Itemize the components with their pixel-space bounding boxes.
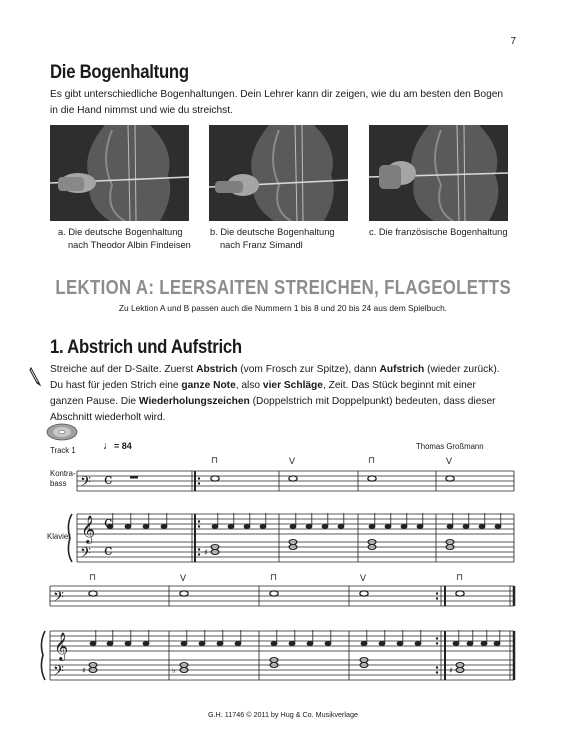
track-label: Track 1	[50, 446, 76, 455]
tempo-value: = 84	[114, 441, 132, 451]
brace-system1	[68, 514, 72, 562]
bow-up-icon: V	[289, 456, 296, 466]
text-l1e: (wieder zurück).	[424, 364, 500, 375]
instrument1-line2: bass	[50, 479, 67, 488]
bow-up-icon: V	[446, 456, 453, 466]
bow-down-icon: ⊓	[211, 455, 219, 465]
svg-text:♯: ♯	[204, 548, 208, 557]
text-l2a: Du hast für jeden Strich eine	[50, 380, 182, 391]
text-l4: Abschnitt wiederholt wird.	[50, 412, 166, 423]
treble-clef-icon: 𝄞	[54, 632, 69, 660]
caption-b-line2: nach Franz Simandl	[220, 240, 303, 250]
svg-text:♯: ♯	[82, 666, 86, 675]
bow-down-icon: ⊓	[456, 572, 464, 582]
text-ganze-note: ganze Note	[181, 380, 236, 391]
bass-clef-icon: 𝄢	[80, 474, 91, 494]
bow-down-icon: ⊓	[270, 572, 278, 582]
caption-a-line2: nach Theodor Albin Findeisen	[68, 240, 191, 250]
text-aufstrich: Aufstrich	[379, 364, 425, 375]
caption-c-line1: c. Die französische Bogenhaltung	[369, 227, 508, 237]
svg-text:♯: ♯	[449, 666, 453, 675]
text-l1a: Streiche auf der D-Saite. Zuerst	[50, 364, 197, 375]
bass-clef-icon: 𝄢	[53, 589, 64, 609]
bow-down-icon: ⊓	[89, 572, 97, 582]
page-number: 7	[510, 36, 516, 47]
instrument-klavier: Klavier	[47, 532, 71, 541]
text-wiederholungszeichen: Wiederholungszeichen	[138, 396, 250, 407]
footer-copyright: G.H. 11746 © 2011 by Hug & Co. Musikverlage	[207, 710, 359, 719]
text-l3c: (Doppelstrich mit Doppelpunkt) bedeuten, dass dieser	[249, 396, 496, 407]
brace-system2	[41, 631, 45, 680]
composer: Thomas Großmann	[416, 442, 484, 451]
instrument1-line1: Kontra-	[50, 469, 76, 478]
treble-clef-icon: 𝄞	[81, 515, 96, 543]
bass-clef-icon: 𝄢	[80, 545, 91, 565]
time-signature: c	[104, 470, 113, 488]
text-l2c: , also	[235, 380, 263, 391]
text-l3: ganzen Pause. Die	[50, 396, 139, 407]
bow-down-icon: ⊓	[368, 455, 376, 465]
caption-a-line1: a. Die deutsche Bogenhaltung	[58, 227, 183, 237]
section-title-abstrich: 1. Abstrich und Aufstrich	[50, 337, 242, 358]
text-abstrich: Abstrich	[196, 364, 238, 375]
treble-quarters-m1	[107, 513, 167, 529]
text-vier-schlaege: vier Schläge	[262, 380, 323, 391]
text-l2e: , Zeit. Das Stück beginnt mit einer	[322, 380, 476, 391]
bass-clef-icon: 𝄢	[53, 663, 64, 683]
lektion-title: LEKTION A: LEERSAITEN STREICHEN, FLAGEOLETTS	[55, 277, 511, 299]
caption-b-line1: b. Die deutsche Bogenhaltung	[210, 227, 335, 237]
bow-up-icon: V	[180, 573, 187, 583]
time-signature-bass: c	[104, 541, 113, 559]
intro-line-1: Es gibt unterschiedliche Bogenhaltungen. Dein Lehrer kann dir zeigen, wie du am besten den Bogen	[50, 89, 504, 100]
section-title-bogenhaltung: Die Bogenhaltung	[50, 62, 189, 83]
lektion-subtitle: Zu Lektion A und B passen auch die Nummern 1 bis 8 und 20 bis 24 aus dem Spielbuch.	[118, 303, 448, 313]
text-l1c: (vom Frosch zur Spitze), dann	[237, 364, 380, 375]
bow-up-icon: V	[360, 573, 367, 583]
time-signature-treble: c	[104, 513, 113, 531]
quarter-note-icon: ♩	[103, 440, 114, 452]
svg-text:♭: ♭	[172, 666, 176, 675]
intro-line-2: in die Hand nimmst und wie du streichst.	[50, 105, 233, 116]
